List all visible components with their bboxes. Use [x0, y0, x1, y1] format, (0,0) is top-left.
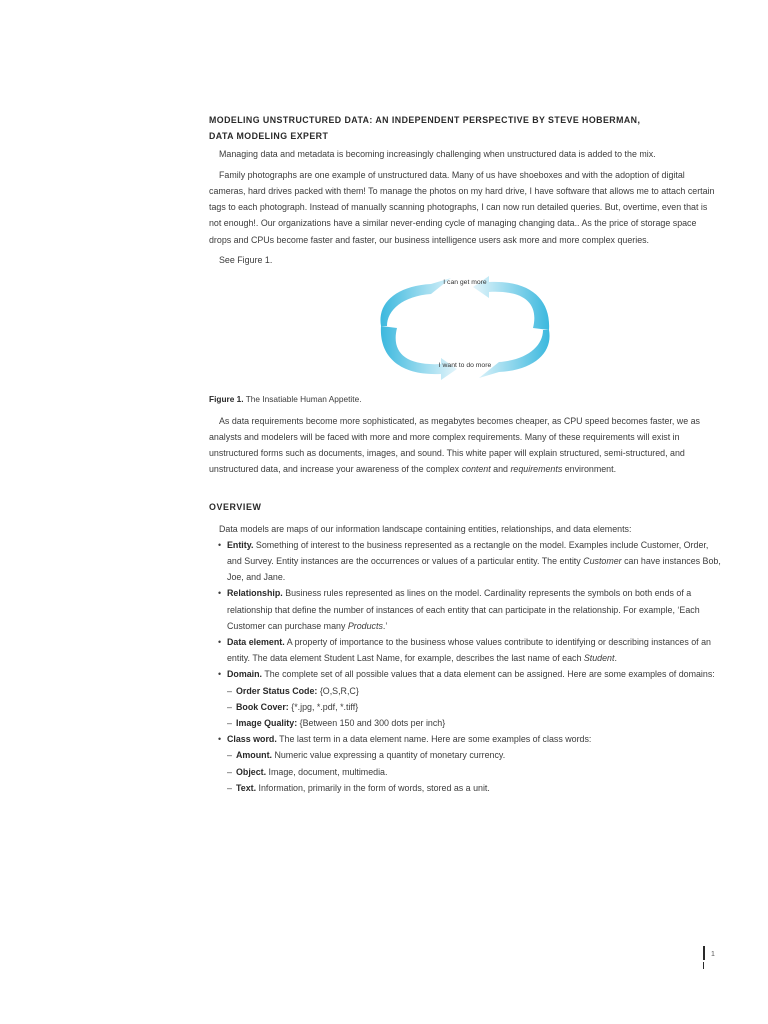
list-item-data-element	[209, 634, 721, 666]
dash-marker: –	[227, 766, 232, 777]
page-marker-bar	[703, 946, 705, 960]
entity-text-b: can have instances Bob, Joe, and Jane.	[227, 556, 721, 583]
document-body	[209, 112, 721, 796]
figure-cycle-diagram	[209, 272, 721, 390]
class-word-list	[209, 731, 721, 747]
data-element-text-a: A property of importance to the business whose values contribute to identifying or describing instances of an entity. The data element Student Last Name, for example, describes the last name of each	[227, 637, 711, 664]
term-data-element: Data element.	[227, 637, 285, 648]
example-term: Image Quality:	[236, 718, 298, 729]
bullet-marker: •	[218, 669, 222, 680]
caption-text: The Insatiable Human Appetite.	[243, 394, 362, 405]
dash-marker: –	[227, 750, 232, 761]
bullet-marker: •	[218, 734, 222, 745]
paragraph-text-part-a: As data requirements become more sophisticated, as megabytes becomes cheaper, as CPU speed becomes faster, we as analysts and modelers will be faced with more and more complex requirements. Many of these requirements will exist in unstructured forms such as documents, images, and sound. This white paper will explain structured, semi-structured, and unstructured data, and increase your awareness of the complex	[209, 415, 700, 475]
title-line-2: DATA MODELING EXPERT	[209, 131, 329, 141]
list-item-relationship	[209, 585, 721, 634]
intro-paragraph-2: Family photographs are one example of unstructured data. Many of us have shoeboxes and with the adoption of digital cameras, hard drives packed with them! To manage the photos on my hard drive, I have software that allows me to attach certain tags to each photograph. Instead of manually scanning photographs, I can now run detailed queries. But, overtime, even that is not enough!. Our organizations have a similar never-ending cycle of managing changing data.. As the price of storage space drops and CPUs become faster and faster, our business intelligence users ask more and more complex queries.	[209, 169, 715, 245]
relationship-emphasis: Products	[347, 620, 383, 631]
list-item-domain	[209, 666, 721, 682]
example-term: Order Status Code:	[236, 685, 318, 696]
paragraph-requirements	[209, 413, 721, 478]
data-element-text-b: .	[614, 653, 617, 664]
caption-label: Figure 1.	[209, 394, 244, 405]
paragraph-text-part-b: and	[490, 464, 511, 475]
dash-marker: –	[227, 701, 232, 712]
definitions-list	[209, 537, 721, 683]
class-word-example-object	[209, 764, 721, 780]
figure-caption	[209, 391, 721, 407]
intro-paragraph-1: Managing data and metadata is becoming increasingly challenging when unstructured data is added to the mix.	[219, 149, 656, 159]
list-item-entity	[209, 537, 721, 586]
example-term: Text.	[236, 782, 257, 793]
relationship-text-a: Business rules represented as lines on the model. Cardinality represents the symbols on both ends of a relationship that define the number of instances of each entity that can participate in the relationship. For example, ‘Each Customer can purchase many	[227, 588, 700, 631]
example-term: Amount.	[236, 750, 272, 761]
entity-text-a: Something of interest to the business represented as a rectangle on the model. Examples include Customer, Order, and Survey. Entity instances are the occurrences or values of a particular entity. The entity	[227, 539, 709, 567]
relationship-text-b: .’	[382, 620, 388, 631]
document-title	[209, 112, 721, 144]
title-line-1: MODELING UNSTRUCTURED DATA: AN INDEPENDENT PERSPECTIVE BY STEVE HOBERMAN,	[209, 115, 641, 125]
example-text: Numeric value expressing a quantity of monetary currency.	[272, 750, 506, 761]
term-class-word: Class word.	[227, 734, 277, 745]
bullet-marker: •	[218, 588, 222, 599]
example-text: {Between 150 and 300 dots per inch}	[297, 718, 446, 729]
data-element-emphasis: Student	[583, 653, 615, 664]
domain-text: The complete set of all possible values that a data element can be assigned. Here are some examples of domains:	[262, 669, 715, 680]
example-text: Information, primarily in the form of words, stored as a unit.	[256, 782, 490, 793]
see-figure-text: See Figure 1.	[219, 255, 273, 266]
domain-example-order-status	[209, 683, 721, 699]
label-i-can-get-more: I can get more	[443, 279, 487, 287]
paragraph-text-part-c: environment.	[562, 464, 617, 475]
bullet-marker: •	[218, 539, 222, 550]
class-word-example-amount	[209, 747, 721, 763]
list-item-class-word	[209, 731, 721, 747]
page-number: 1	[711, 951, 715, 958]
term-relationship: Relationship.	[227, 588, 283, 599]
class-word-example-text	[209, 780, 721, 796]
dash-marker: –	[227, 718, 232, 729]
dash-marker: –	[227, 685, 232, 696]
term-domain: Domain.	[227, 669, 263, 680]
example-text: Image, document, multimedia.	[266, 766, 388, 777]
emphasis-requirements: requirements	[510, 464, 563, 475]
section-heading-overview: OVERVIEW	[209, 502, 262, 513]
domain-example-image-quality	[209, 715, 721, 731]
example-term: Book Cover:	[236, 701, 289, 712]
label-i-want-to-do-more: I want to do more	[438, 362, 492, 370]
domain-example-book-cover	[209, 699, 721, 715]
page-marker-tick	[703, 962, 704, 969]
emphasis-content: content	[461, 464, 491, 475]
example-text: {O,S,R,C}	[317, 685, 359, 696]
dash-marker: –	[227, 782, 232, 793]
bullet-marker: •	[218, 637, 222, 648]
term-entity: Entity.	[227, 539, 254, 550]
entity-emphasis: Customer	[583, 556, 622, 567]
class-word-text: The last term in a data element name. Here are some examples of class words:	[276, 734, 592, 745]
overview-intro: Data models are maps of our information landscape containing entities, relationships, and data elements:	[219, 523, 632, 534]
example-term: Object.	[236, 766, 267, 777]
example-text: {*.jpg, *.pdf, *.tiff}	[288, 701, 359, 712]
